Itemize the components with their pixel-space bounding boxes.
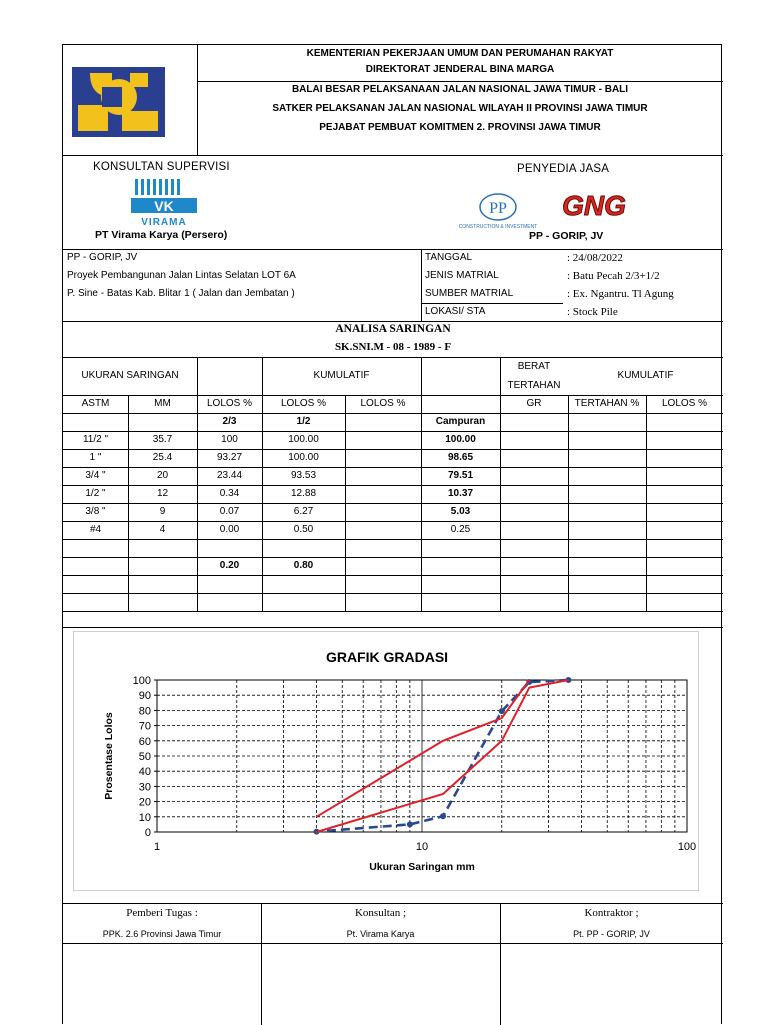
satker-name: SATKER PELAKSANAN JALAN NASIONAL WILAYAH II PROVINSI JAWA TIMUR: [272, 103, 648, 114]
info-company: PP - GORIP, JV: [67, 252, 138, 263]
y-tick-label: 90: [138, 690, 151, 703]
table-row-astm: 11/2 ": [82, 434, 109, 445]
table-row-mm: 20: [156, 470, 169, 481]
y-tick-label: 30: [138, 781, 151, 794]
table-row-campuran: 98.65: [447, 452, 474, 463]
table-row-lolos-1-2: 0.50: [293, 524, 314, 535]
header-tertahan-pct: TERTAHAN %: [574, 398, 640, 409]
table-row-lolos-2-3: 0.00: [219, 524, 240, 535]
y-tick-label: 50: [138, 751, 151, 763]
proportion-1-2: 0.80: [293, 560, 314, 571]
gradation-chart: [74, 632, 700, 892]
table-row-lolos-2-3: 0.07: [219, 506, 240, 517]
y-tick-label: 0: [144, 827, 151, 839]
table-row-mm: 35.7: [152, 434, 173, 445]
table-row-campuran: 0.25: [450, 524, 471, 535]
table-row-astm: 1 ": [89, 452, 102, 463]
y-tick-label: 80: [138, 705, 151, 718]
header-mm: MM: [154, 398, 171, 409]
info-section: P. Sine - Batas Kab. Blitar 1 ( Jalan dan Jembatan ): [67, 288, 295, 299]
virama-logo-mark: VK: [154, 198, 174, 214]
table-row-lolos-1-2: 93.53: [290, 470, 317, 481]
header-lolos-2: LOLOS %: [280, 398, 327, 409]
header-gr: GR: [526, 398, 542, 409]
y-tick-label: 100: [132, 675, 151, 687]
table-row-mm: 4: [159, 524, 166, 535]
table-row-campuran: 79.51: [447, 470, 474, 481]
table-row-lolos-1-2: 100.00: [288, 452, 319, 463]
header-lolos-4: LOLOS %: [661, 398, 708, 409]
y-tick-label: 20: [138, 796, 151, 809]
pemberi-tugas-name: PPK. 2.6 Provinsi Jawa Timur: [102, 929, 222, 939]
table-row-astm: 3/4 ": [85, 470, 106, 481]
table-row-lolos-2-3: 0.34: [219, 488, 240, 499]
header-ukuran-saringan: UKURAN SARINGAN: [81, 370, 179, 381]
table-row-mm: 25.4: [152, 452, 173, 463]
header-berat: BERAT: [517, 361, 551, 372]
report-sheet: [62, 44, 722, 1024]
konsultan-sign-name: Pt. Virama Karya: [346, 929, 415, 939]
series-point: [407, 821, 413, 827]
subheader-campuran: Campuran: [435, 416, 486, 427]
gng-logo: [551, 187, 637, 223]
value-lokasi: : Stock Pile: [567, 306, 618, 318]
chart-title: GRAFIK GRADASI: [325, 649, 449, 665]
pp-logo: [453, 191, 543, 231]
value-sumber-matrial: : Ex. Ngantru. Tl Agung: [567, 288, 674, 300]
virama-logo: [127, 179, 205, 227]
ppk-name: PEJABAT PEMBUAT KOMITMEN 2. PROVINSI JAWA TIMUR: [319, 122, 601, 133]
table-row-lolos-1-2: 6.27: [293, 506, 314, 517]
table-row-campuran: 10.37: [447, 488, 474, 499]
x-tick-label: 10: [415, 841, 429, 853]
chart-frame: [73, 631, 699, 891]
label-lokasi: LOKASI/ STA: [425, 306, 486, 317]
ministry-name: KEMENTERIAN PEKERJAAN UMUM DAN PERUMAHAN RAKYAT: [306, 48, 614, 59]
y-tick-label: 60: [138, 735, 151, 748]
table-row-lolos-1-2: 12.88: [290, 488, 317, 499]
subheader-2-3: 2/3: [222, 416, 237, 427]
table-row-mm: 12: [156, 488, 169, 499]
konsultan-label: KONSULTAN SUPERVISI: [93, 161, 230, 173]
y-tick-label: 10: [138, 811, 151, 824]
table-row-lolos-2-3: 100: [221, 434, 238, 445]
series-point: [499, 708, 505, 714]
value-jenis-matrial: : Batu Pecah 2/3+1/2: [567, 270, 660, 282]
header-astm: ASTM: [81, 398, 110, 409]
pemberi-tugas-label: Pemberi Tugas :: [126, 907, 198, 919]
header-lolos-3: LOLOS %: [360, 398, 406, 409]
kontraktor-sign-name: Pt. PP - GORIP, JV: [573, 929, 650, 939]
label-jenis-matrial: JENIS MATRIAL: [425, 270, 499, 281]
label-tanggal: TANGGAL: [425, 252, 473, 263]
penyedia-label: PENYEDIA JASA: [517, 163, 610, 175]
balai-name: BALAI BESAR PELAKSANAAN JALAN NASIONAL JAWA TIMUR - BALI: [291, 84, 629, 95]
konsultan-name: PT Virama Karya (Persero): [95, 229, 228, 241]
series-point: [440, 813, 446, 819]
x-tick-label: 1: [153, 841, 161, 853]
virama-logo-text: VIRAMA: [141, 217, 187, 227]
y-tick-label: 70: [138, 720, 151, 733]
table-row-lolos-2-3: 23.44: [216, 470, 243, 481]
analysis-standard: SK.SNI.M - 08 - 1989 - F: [334, 341, 452, 353]
directorate-name: DIREKTORAT JENDERAL BINA MARGA: [365, 64, 555, 75]
header-lolos-1: LOLOS %: [206, 398, 253, 409]
header-kumulatif-2: KUMULATIF: [617, 370, 674, 381]
header-tertahan: TERTAHAN: [507, 380, 561, 391]
pp-logo-text: PP: [489, 200, 507, 217]
label-sumber-matrial: SUMBER MATRIAL: [425, 288, 514, 299]
table-row-mm: 9: [159, 506, 166, 517]
table-row-lolos-2-3: 93.27: [216, 452, 243, 463]
pp-logo-sub: CONSTRUCTION & INVESTMENT: [458, 224, 538, 230]
gng-logo-text: GNG: [562, 190, 626, 221]
table-row-astm: 1/2 ": [85, 488, 106, 499]
table-row-astm: 3/8 ": [85, 506, 106, 517]
table-row-campuran: 5.03: [450, 506, 471, 517]
x-tick-label: 100: [677, 841, 697, 853]
analysis-title: ANALISA SARINGAN: [335, 323, 451, 335]
kontraktor-sign-label: Kontraktor ;: [584, 907, 639, 919]
series-line-2: [317, 680, 530, 817]
pu-logo: [72, 67, 165, 137]
y-tick-label: 40: [138, 766, 151, 779]
konsultan-sign-label: Konsultan ;: [354, 907, 407, 919]
y-axis-label: Prosentase Lolos: [103, 712, 115, 800]
info-project: Proyek Pembangunan Jalan Lintas Selatan LOT 6A: [67, 270, 296, 281]
subheader-1-2: 1/2: [296, 416, 311, 427]
penyedia-name: PP - GORIP, JV: [529, 230, 604, 242]
header-kumulatif: KUMULATIF: [313, 370, 370, 381]
proportion-2-3: 0.20: [219, 560, 240, 571]
x-axis-label: Ukuran Saringan mm: [369, 861, 475, 873]
table-row-campuran: 100.00: [445, 434, 476, 445]
value-tanggal: : 24/08/2022: [567, 252, 623, 264]
table-row-lolos-1-2: 100.00: [288, 434, 319, 445]
table-row-astm: #4: [89, 524, 102, 535]
